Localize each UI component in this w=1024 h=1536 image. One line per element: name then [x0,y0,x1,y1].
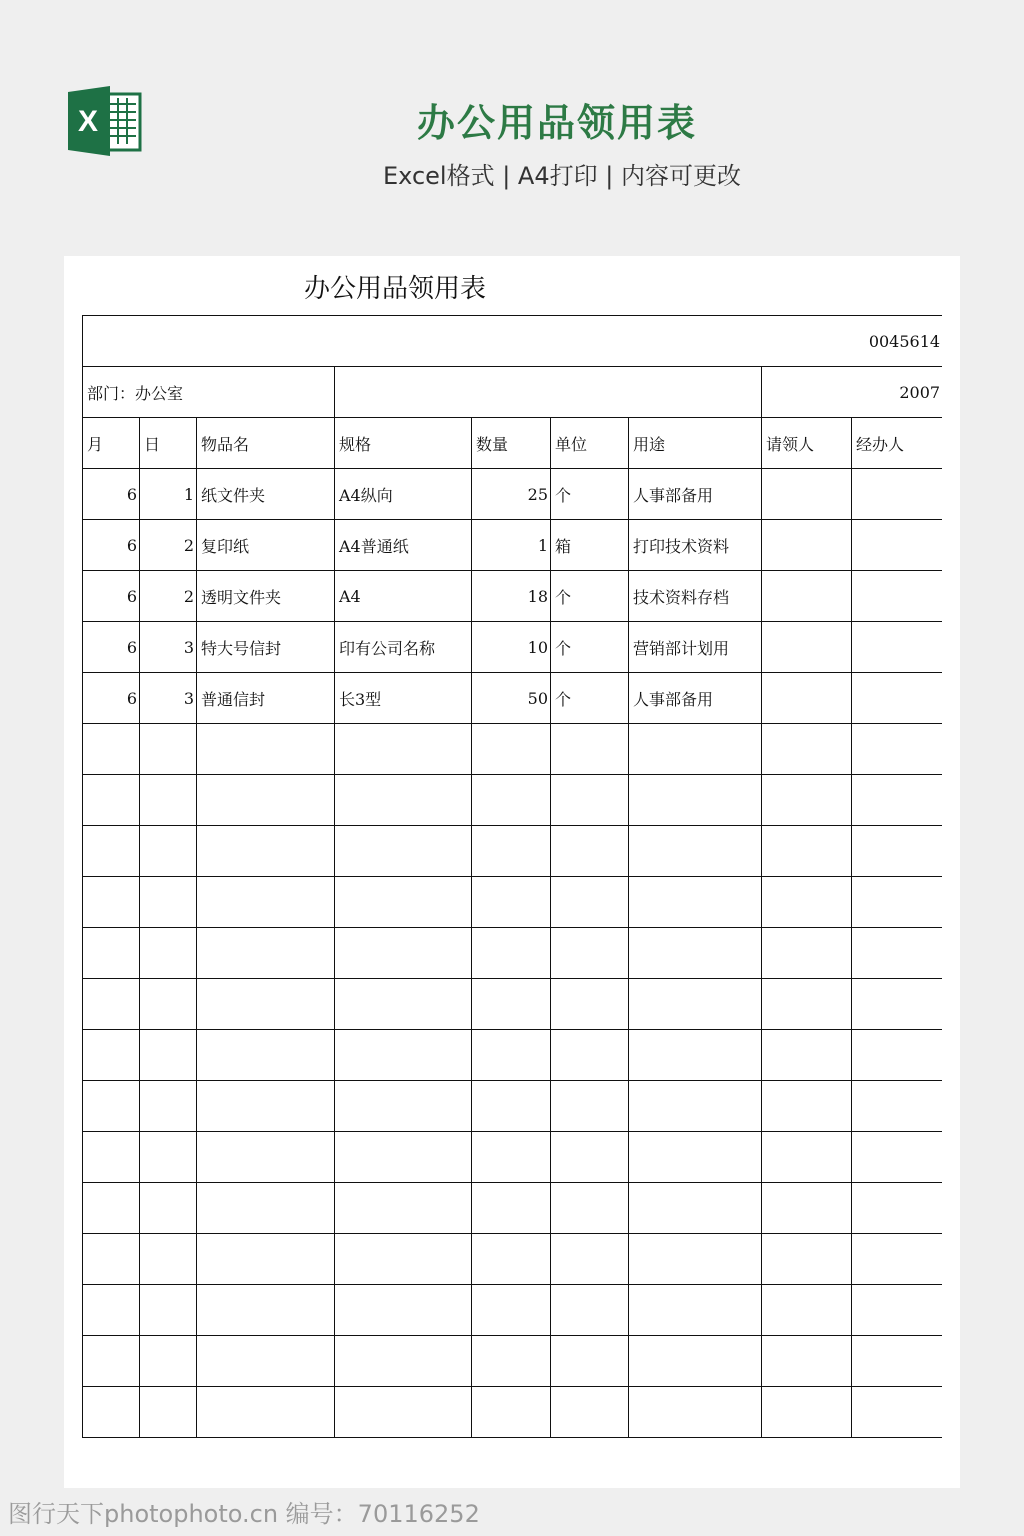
cell-day[interactable] [140,775,197,826]
cell-requester[interactable] [762,1285,852,1336]
cell-quantity[interactable] [472,877,551,928]
department-cell[interactable]: 部门：办公室 [83,367,335,418]
cell-purpose[interactable] [629,826,762,877]
cell-quantity[interactable] [472,1132,551,1183]
cell-handler[interactable] [852,673,943,724]
cell-requester[interactable] [762,622,852,673]
requisition-table [82,315,942,1438]
cell-quantity[interactable]: 10 [472,622,551,673]
cell-item-name[interactable] [197,724,335,775]
cell-item-name[interactable]: 特大号信封 [197,622,335,673]
cell-day[interactable] [140,1234,197,1285]
cell-unit[interactable] [551,1081,629,1132]
cell-purpose[interactable] [629,1336,762,1387]
cell-unit[interactable] [551,1234,629,1285]
cell-spec[interactable]: 长3型 [335,673,472,724]
cell-month[interactable]: 6 [83,469,140,520]
cell-unit[interactable] [551,826,629,877]
cell-handler[interactable] [852,826,943,877]
cell-day[interactable]: 1 [140,469,197,520]
cell-spec[interactable] [335,1132,472,1183]
cell-unit[interactable] [551,928,629,979]
cell-quantity[interactable] [472,826,551,877]
cell-spec[interactable] [335,1030,472,1081]
cell-purpose[interactable] [629,724,762,775]
cell-requester[interactable] [762,1234,852,1285]
empty-table-row [83,1234,943,1285]
cell-unit[interactable] [551,979,629,1030]
cell-handler[interactable] [852,1030,943,1081]
cell-item-name[interactable] [197,1336,335,1387]
cell-requester[interactable] [762,928,852,979]
cell-month[interactable]: 6 [83,622,140,673]
cell-item-name[interactable]: 纸文件夹 [197,469,335,520]
cell-purpose[interactable] [629,1285,762,1336]
cell-month[interactable] [83,1132,140,1183]
cell-spec[interactable] [335,928,472,979]
cell-purpose[interactable] [629,1183,762,1234]
cell-requester[interactable] [762,724,852,775]
cell-unit[interactable] [551,724,629,775]
cell-unit[interactable] [551,1183,629,1234]
cell-quantity[interactable] [472,928,551,979]
header-requester[interactable]: 请领人 [762,418,852,469]
cell-purpose[interactable]: 打印技术资料 [629,520,762,571]
cell-handler[interactable] [852,469,943,520]
cell-day[interactable]: 2 [140,520,197,571]
banner-subtitle: Excel格式 | A4打印 | 内容可更改 [383,162,741,190]
cell-unit[interactable] [551,1132,629,1183]
requisition-table-wrapper [82,315,942,1463]
cell-day[interactable] [140,928,197,979]
cell-day[interactable] [140,826,197,877]
cell-day[interactable] [140,1030,197,1081]
cell-purpose[interactable] [629,775,762,826]
empty-table-row [83,1030,943,1081]
cell-requester[interactable] [762,1183,852,1234]
cell-quantity[interactable] [472,1081,551,1132]
cell-item-name[interactable] [197,1183,335,1234]
cell-item-name[interactable] [197,826,335,877]
watermark-text: 图行天下photophoto.cn 编号：70116252 [8,1500,480,1528]
cell-spec[interactable] [335,1234,472,1285]
cell-requester[interactable] [762,1030,852,1081]
cell-unit[interactable] [551,1285,629,1336]
cell-requester[interactable] [762,877,852,928]
cell-item-name[interactable] [197,1234,335,1285]
code-row [83,316,943,367]
cell-spec[interactable] [335,1081,472,1132]
empty-table-row [83,877,943,928]
cell-handler[interactable] [852,1183,943,1234]
cell-requester[interactable] [762,571,852,622]
cell-spec[interactable] [335,877,472,928]
cell-purpose[interactable]: 技术资料存档 [629,571,762,622]
banner-title: 办公用品领用表 [416,101,697,145]
cell-handler[interactable] [852,1234,943,1285]
empty-table-row [83,1132,943,1183]
cell-handler[interactable] [852,928,943,979]
header-month[interactable]: 月 [83,418,140,469]
cell-quantity[interactable] [472,1285,551,1336]
cell-day[interactable] [140,1132,197,1183]
cell-purpose[interactable]: 人事部备用 [629,673,762,724]
cell-spec[interactable] [335,1336,472,1387]
cell-handler[interactable] [852,877,943,928]
cell-day[interactable] [140,1081,197,1132]
empty-table-row [83,1285,943,1336]
cell-month[interactable] [83,826,140,877]
cell-purpose[interactable] [629,1387,762,1438]
empty-table-row [83,1183,943,1234]
cell-item-name[interactable]: 复印纸 [197,520,335,571]
cell-quantity[interactable] [472,775,551,826]
header-unit[interactable]: 单位 [551,418,629,469]
cell-spec[interactable]: 印有公司名称 [335,622,472,673]
cell-quantity[interactable] [472,1030,551,1081]
department-row [83,367,943,418]
cell-handler[interactable] [852,1387,943,1438]
cell-day[interactable] [140,1285,197,1336]
cell-handler[interactable] [852,724,943,775]
cell-month[interactable] [83,979,140,1030]
cell-month[interactable] [83,1030,140,1081]
cell-month[interactable] [83,877,140,928]
cell-requester[interactable] [762,1081,852,1132]
cell-requester[interactable] [762,1387,852,1438]
empty-table-row [83,979,943,1030]
cell-month[interactable] [83,1081,140,1132]
cell-spec[interactable] [335,724,472,775]
cell-item-name[interactable] [197,1132,335,1183]
cell-requester[interactable] [762,826,852,877]
header-purpose[interactable]: 用途 [629,418,762,469]
cell-quantity[interactable]: 1 [472,520,551,571]
cell-item-name[interactable] [197,775,335,826]
cell-purpose[interactable]: 人事部备用 [629,469,762,520]
cell-spec[interactable] [335,1285,472,1336]
empty-table-row [83,1336,943,1387]
cell-unit[interactable]: 个 [551,673,629,724]
cell-purpose[interactable] [629,877,762,928]
cell-month[interactable] [83,928,140,979]
cell-purpose[interactable] [629,1030,762,1081]
cell-handler[interactable] [852,1132,943,1183]
cell-unit[interactable] [551,775,629,826]
table-row [83,469,943,520]
cell-spec[interactable]: A4普通纸 [335,520,472,571]
cell-handler[interactable] [852,571,943,622]
cell-month[interactable] [83,1183,140,1234]
cell-month[interactable]: 6 [83,673,140,724]
empty-table-row [83,1081,943,1132]
cell-month[interactable] [83,1336,140,1387]
cell-item-name[interactable] [197,979,335,1030]
cell-day[interactable] [140,1183,197,1234]
cell-item-name[interactable] [197,877,335,928]
cell-quantity[interactable]: 50 [472,673,551,724]
header-quantity[interactable]: 数量 [472,418,551,469]
cell-day[interactable] [140,1336,197,1387]
cell-handler[interactable] [852,775,943,826]
cell-purpose[interactable] [629,979,762,1030]
cell-purpose[interactable] [629,1132,762,1183]
table-row [83,622,943,673]
cell-purpose[interactable] [629,1234,762,1285]
cell-spec[interactable]: A4纵向 [335,469,472,520]
cell-item-name[interactable]: 普通信封 [197,673,335,724]
cell-unit[interactable]: 个 [551,571,629,622]
year-cell[interactable]: 2007 [762,367,943,418]
cell-purpose[interactable]: 营销部计划用 [629,622,762,673]
cell-quantity[interactable]: 18 [472,571,551,622]
cell-requester[interactable] [762,1336,852,1387]
cell-month[interactable] [83,1387,140,1438]
cell-spec[interactable] [335,1183,472,1234]
cell-spec[interactable] [335,775,472,826]
cell-unit[interactable] [551,1336,629,1387]
table-row [83,673,943,724]
table-row [83,520,943,571]
cell-day[interactable] [140,877,197,928]
blank-info-cell[interactable] [335,367,762,418]
cell-requester[interactable] [762,520,852,571]
cell-quantity[interactable] [472,1336,551,1387]
cell-requester[interactable] [762,775,852,826]
cell-unit[interactable] [551,877,629,928]
cell-requester[interactable] [762,979,852,1030]
cell-quantity[interactable] [472,724,551,775]
cell-day[interactable]: 2 [140,571,197,622]
cell-month[interactable] [83,724,140,775]
cell-handler[interactable] [852,622,943,673]
form-code[interactable]: 0045614 [83,316,943,367]
cell-handler[interactable] [852,1285,943,1336]
cell-purpose[interactable] [629,928,762,979]
cell-month[interactable] [83,1234,140,1285]
cell-unit[interactable]: 个 [551,469,629,520]
cell-spec[interactable] [335,1387,472,1438]
header-spec[interactable]: 规格 [335,418,472,469]
header-item-name[interactable]: 物品名 [197,418,335,469]
cell-handler[interactable] [852,520,943,571]
cell-month[interactable]: 6 [83,520,140,571]
cell-unit[interactable] [551,1030,629,1081]
cell-spec[interactable]: A4 [335,571,472,622]
cell-handler[interactable] [852,1336,943,1387]
cell-day[interactable]: 3 [140,622,197,673]
empty-table-row [83,826,943,877]
cell-purpose[interactable] [629,1081,762,1132]
cell-quantity[interactable] [472,1234,551,1285]
empty-table-row [83,724,943,775]
cell-item-name[interactable] [197,1387,335,1438]
cell-requester[interactable] [762,673,852,724]
cell-requester[interactable] [762,1132,852,1183]
header-row [83,418,943,469]
cell-unit[interactable] [551,1387,629,1438]
cell-month[interactable] [83,775,140,826]
cell-handler[interactable] [852,1081,943,1132]
empty-table-row [83,775,943,826]
cell-quantity[interactable] [472,979,551,1030]
cell-month[interactable] [83,1285,140,1336]
cell-item-name[interactable] [197,1081,335,1132]
empty-table-row [83,1387,943,1438]
cell-day[interactable] [140,724,197,775]
cell-day[interactable] [140,1387,197,1438]
cell-requester[interactable] [762,469,852,520]
cell-day[interactable]: 3 [140,673,197,724]
cell-item-name[interactable] [197,1030,335,1081]
cell-spec[interactable] [335,826,472,877]
cell-item-name[interactable] [197,1285,335,1336]
cell-item-name[interactable] [197,928,335,979]
header-day[interactable]: 日 [140,418,197,469]
cell-quantity[interactable]: 25 [472,469,551,520]
cell-month[interactable]: 6 [83,571,140,622]
cell-unit[interactable]: 箱 [551,520,629,571]
empty-table-row [83,928,943,979]
cell-day[interactable] [140,979,197,1030]
cell-spec[interactable] [335,979,472,1030]
table-row [83,571,943,622]
cell-handler[interactable] [852,979,943,1030]
sheet-title: 办公用品领用表 [303,274,486,304]
cell-unit[interactable]: 个 [551,622,629,673]
header-handler[interactable]: 经办人 [852,418,943,469]
cell-item-name[interactable]: 透明文件夹 [197,571,335,622]
excel-logo-letter: X [77,105,99,138]
cell-quantity[interactable] [472,1387,551,1438]
cell-quantity[interactable] [472,1183,551,1234]
